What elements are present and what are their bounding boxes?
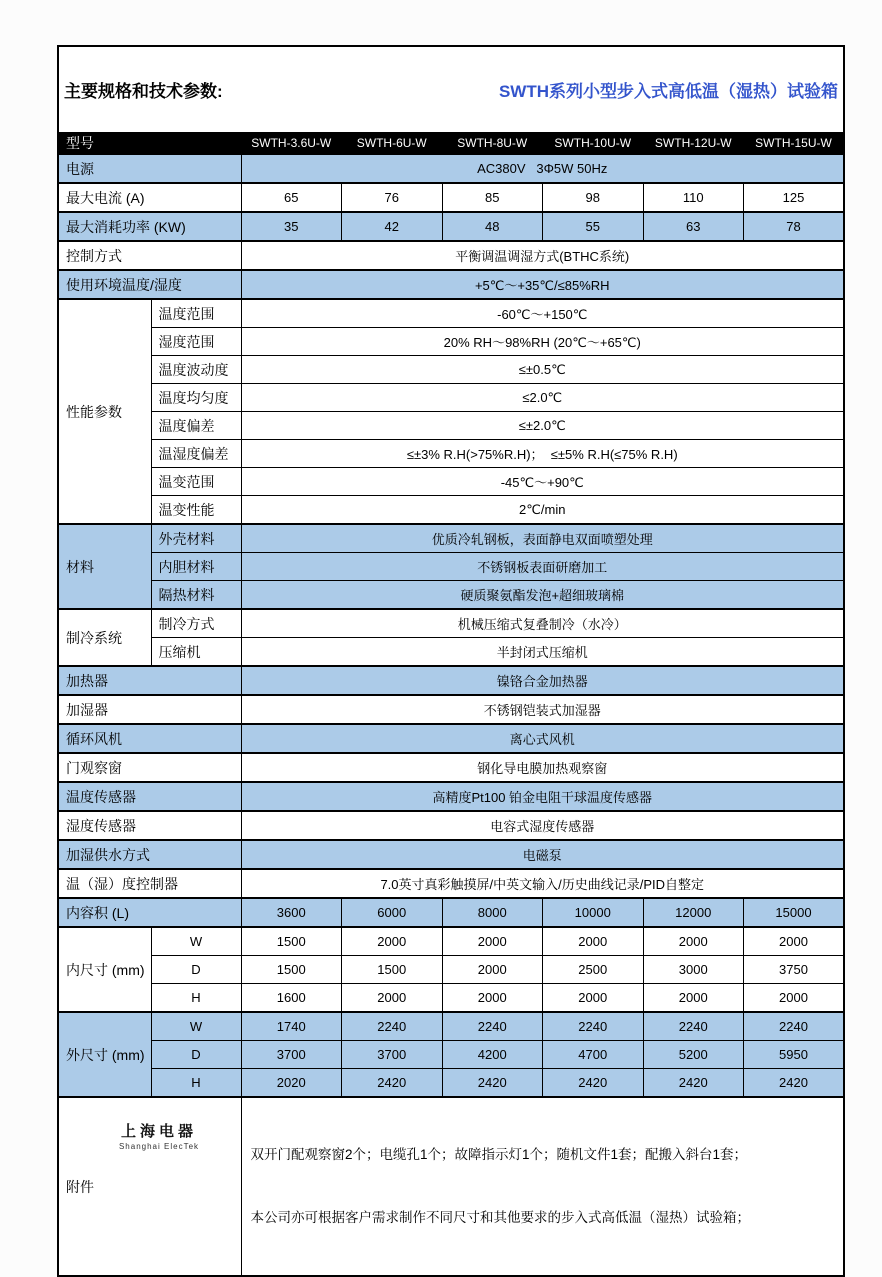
outer-size-h-5: 2420 (744, 1069, 845, 1098)
inner-size-h-5: 2000 (744, 984, 845, 1013)
performance-value-2: ≤±0.5℃ (241, 356, 844, 384)
water-supply-value: 电磁泵 (241, 840, 844, 869)
fan-label: 循环风机 (58, 724, 241, 753)
outer-size-d-4: 5200 (643, 1041, 744, 1069)
performance-sub-3: 温度均匀度 (151, 384, 241, 412)
inner-volume-0: 3600 (241, 898, 342, 927)
window-label: 门观察窗 (58, 753, 241, 782)
outer-size-w-2: 2240 (442, 1012, 543, 1041)
row-performance-5 (58, 440, 844, 468)
model-name-3: SWTH-10U-W (543, 133, 644, 155)
max-current-5: 125 (744, 183, 845, 212)
water-supply-label: 加湿供水方式 (58, 840, 241, 869)
performance-value-1: 20% RH～98%RH (20℃～+65℃) (241, 328, 844, 356)
inner-size-w-2: 2000 (442, 927, 543, 956)
outer-size-sub-d: D (151, 1041, 241, 1069)
title-row (58, 46, 844, 133)
row-max-current (58, 183, 844, 212)
power-value: AC380V 3Φ5W 50Hz (241, 154, 844, 183)
inner-size-d-4: 3000 (643, 956, 744, 984)
max-power-5: 78 (744, 212, 845, 241)
max-power-3: 55 (543, 212, 644, 241)
row-performance-3 (58, 384, 844, 412)
model-name-0: SWTH-3.6U-W (241, 133, 342, 155)
outer-size-w-5: 2240 (744, 1012, 845, 1041)
inner-size-d-2: 2000 (442, 956, 543, 984)
outer-size-w-1: 2240 (342, 1012, 443, 1041)
row-performance-0 (58, 299, 844, 328)
ambient-label: 使用环境温度/湿度 (58, 270, 241, 299)
company-logo (104, 1120, 214, 1151)
row-refrigeration-0 (58, 609, 844, 638)
company-logo-en: Shanghai ElecTek (118, 1142, 200, 1151)
model-row (58, 133, 844, 155)
spec-sheet (57, 45, 845, 1277)
max-power-1: 42 (342, 212, 443, 241)
humidity-sensor-label: 湿度传感器 (58, 811, 241, 840)
max-current-1: 76 (342, 183, 443, 212)
row-performance-1 (58, 328, 844, 356)
temp-sensor-value: 高精度Pt100 铂金电阻干球温度传感器 (241, 782, 844, 811)
row-outer-size-h (58, 1069, 844, 1098)
model-name-2: SWTH-8U-W (442, 133, 543, 155)
refrigeration-group-label: 制冷系统 (58, 609, 151, 666)
model-row-label: 型号 (58, 133, 241, 155)
performance-sub-2: 温度波动度 (151, 356, 241, 384)
row-ambient (58, 270, 844, 299)
max-power-0: 35 (241, 212, 342, 241)
control-value: 平衡调温调湿方式(BTHC系统) (241, 241, 844, 270)
refrigeration-value-0: 机械压缩式复叠制冷（水冷） (241, 609, 844, 638)
performance-sub-5: 温湿度偏差 (151, 440, 241, 468)
inner-size-h-0: 1600 (241, 984, 342, 1013)
refrigeration-sub-0: 制冷方式 (151, 609, 241, 638)
inner-size-w-5: 2000 (744, 927, 845, 956)
accessories-value (241, 1097, 844, 1276)
inner-size-d-3: 2500 (543, 956, 644, 984)
humidifier-value: 不锈钢铠装式加湿器 (241, 695, 844, 724)
humidifier-label: 加湿器 (58, 695, 241, 724)
accessories-label: 附件 (58, 1097, 241, 1276)
inner-volume-3: 10000 (543, 898, 644, 927)
row-performance-4 (58, 412, 844, 440)
outer-size-sub-h: H (151, 1069, 241, 1098)
row-controller (58, 869, 844, 898)
outer-size-d-2: 4200 (442, 1041, 543, 1069)
controller-value: 7.0英寸真彩触摸屏/中英文输入/历史曲线记录/PID自整定 (241, 869, 844, 898)
outer-size-d-3: 4700 (543, 1041, 644, 1069)
max-power-2: 48 (442, 212, 543, 241)
series-title: SWTH系列小型步入式高低温（湿热）试验箱 (498, 82, 838, 101)
row-heater (58, 666, 844, 695)
fan-value: 离心式风机 (241, 724, 844, 753)
row-inner-size-w (58, 927, 844, 956)
material-value-2: 硬质聚氨酯发泡+超细玻璃棉 (241, 581, 844, 610)
max-current-0: 65 (241, 183, 342, 212)
row-material-1 (58, 553, 844, 581)
material-sub-0: 外壳材料 (151, 524, 241, 553)
ambient-value: +5℃～+35℃/≤85%RH (241, 270, 844, 299)
inner-size-h-4: 2000 (643, 984, 744, 1013)
row-fan (58, 724, 844, 753)
inner-size-w-1: 2000 (342, 927, 443, 956)
row-max-power (58, 212, 844, 241)
performance-sub-1: 湿度范围 (151, 328, 241, 356)
row-inner-size-h (58, 984, 844, 1013)
row-window (58, 753, 844, 782)
row-outer-size-d (58, 1041, 844, 1069)
control-label: 控制方式 (58, 241, 241, 270)
row-power (58, 154, 844, 183)
performance-value-6: -45℃～+90℃ (241, 468, 844, 496)
inner-size-d-1: 1500 (342, 956, 443, 984)
row-refrigeration-1 (58, 638, 844, 667)
material-value-1: 不锈钢板表面研磨加工 (241, 553, 844, 581)
inner-size-w-0: 1500 (241, 927, 342, 956)
row-performance-7 (58, 496, 844, 525)
refrigeration-sub-1: 压缩机 (151, 638, 241, 667)
inner-size-d-0: 1500 (241, 956, 342, 984)
outer-size-h-0: 2020 (241, 1069, 342, 1098)
model-name-4: SWTH-12U-W (643, 133, 744, 155)
performance-sub-7: 温变性能 (151, 496, 241, 525)
row-outer-size-w (58, 1012, 844, 1041)
refrigeration-value-1: 半封闭式压缩机 (241, 638, 844, 667)
material-sub-2: 隔热材料 (151, 581, 241, 610)
material-sub-1: 内胆材料 (151, 553, 241, 581)
page-title: 主要规格和技术参数: (64, 82, 223, 101)
row-humidity-sensor (58, 811, 844, 840)
inner-size-h-1: 2000 (342, 984, 443, 1013)
outer-size-d-5: 5950 (744, 1041, 845, 1069)
row-water-supply (58, 840, 844, 869)
heater-label: 加热器 (58, 666, 241, 695)
inner-volume-2: 8000 (442, 898, 543, 927)
controller-label: 温（湿）度控制器 (58, 869, 241, 898)
performance-group-label: 性能参数 (58, 299, 151, 524)
performance-value-4: ≤±2.0℃ (241, 412, 844, 440)
outer-size-h-1: 2420 (342, 1069, 443, 1098)
row-performance-2 (58, 356, 844, 384)
performance-sub-6: 温变范围 (151, 468, 241, 496)
inner-size-d-5: 3750 (744, 956, 845, 984)
max-current-2: 85 (442, 183, 543, 212)
performance-value-0: -60℃～+150℃ (241, 299, 844, 328)
spec-table (57, 45, 845, 1277)
accessories-line-2: 本公司亦可根据客户需求制作不同尺寸和其他要求的步入式高低温（湿热）试验箱； (250, 1209, 750, 1225)
inner-size-w-4: 2000 (643, 927, 744, 956)
model-name-1: SWTH-6U-W (342, 133, 443, 155)
outer-size-h-2: 2420 (442, 1069, 543, 1098)
inner-size-h-3: 2000 (543, 984, 644, 1013)
humidity-sensor-value: 电容式湿度传感器 (241, 811, 844, 840)
outer-size-h-4: 2420 (643, 1069, 744, 1098)
row-material-2 (58, 581, 844, 610)
outer-size-w-4: 2240 (643, 1012, 744, 1041)
inner-size-w-3: 2000 (543, 927, 644, 956)
accessories-line-1: 双开门配观察窗2个；电缆孔1个；故障指示灯1个；随机文件1套；配搬入斜台1套； (250, 1146, 748, 1162)
outer-size-w-0: 1740 (241, 1012, 342, 1041)
max-power-4: 63 (643, 212, 744, 241)
performance-value-5: ≤±3% R.H(>75%R.H)； ≤±5% R.H(≤75% R.H) (241, 440, 844, 468)
window-value: 钢化导电膜加热观察窗 (241, 753, 844, 782)
row-inner-size-d (58, 956, 844, 984)
outer-size-group-label: 外尺寸 (mm) (58, 1012, 151, 1097)
inner-size-sub-d: D (151, 956, 241, 984)
inner-size-sub-w: W (151, 927, 241, 956)
performance-value-3: ≤2.0℃ (241, 384, 844, 412)
outer-size-d-0: 3700 (241, 1041, 342, 1069)
row-inner-volume (58, 898, 844, 927)
outer-size-sub-w: W (151, 1012, 241, 1041)
row-performance-6 (58, 468, 844, 496)
material-group-label: 材料 (58, 524, 151, 609)
inner-volume-5: 15000 (744, 898, 845, 927)
max-current-3: 98 (543, 183, 644, 212)
company-logo-cn: 上海电器 (120, 1122, 197, 1140)
outer-size-d-1: 3700 (342, 1041, 443, 1069)
temp-sensor-label: 温度传感器 (58, 782, 241, 811)
power-label: 电源 (58, 154, 241, 183)
outer-size-h-3: 2420 (543, 1069, 644, 1098)
inner-volume-1: 6000 (342, 898, 443, 927)
inner-size-group-label: 内尺寸 (mm) (58, 927, 151, 1012)
inner-volume-label: 内容积 (L) (58, 898, 241, 927)
heater-value: 镍铬合金加热器 (241, 666, 844, 695)
max-current-label: 最大电流 (A) (58, 183, 241, 212)
title-cell (58, 46, 844, 133)
max-current-4: 110 (643, 183, 744, 212)
performance-sub-0: 温度范围 (151, 299, 241, 328)
row-control (58, 241, 844, 270)
performance-sub-4: 温度偏差 (151, 412, 241, 440)
row-humidifier (58, 695, 844, 724)
inner-size-h-2: 2000 (442, 984, 543, 1013)
outer-size-w-3: 2240 (543, 1012, 644, 1041)
performance-value-7: 2℃/min (241, 496, 844, 525)
inner-size-sub-h: H (151, 984, 241, 1013)
material-value-0: 优质冷轧钢板，表面静电双面喷塑处理 (241, 524, 844, 553)
max-power-label: 最大消耗功率 (KW) (58, 212, 241, 241)
model-name-5: SWTH-15U-W (744, 133, 845, 155)
row-temp-sensor (58, 782, 844, 811)
row-material-0 (58, 524, 844, 553)
inner-volume-4: 12000 (643, 898, 744, 927)
